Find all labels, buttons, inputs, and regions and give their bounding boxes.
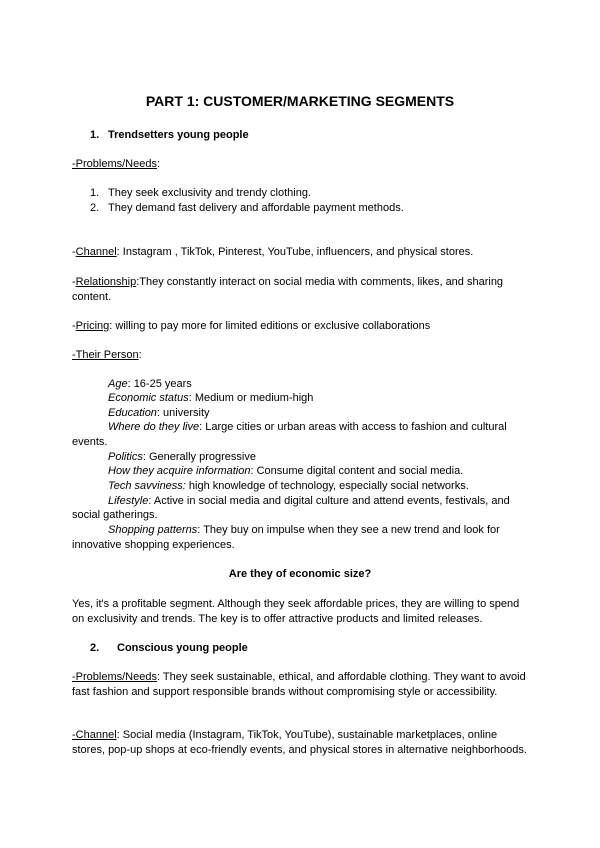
pricing-dash: - <box>72 320 76 332</box>
live-text: : Large cities or urban areas with access to fashion and cultural <box>199 421 507 433</box>
shopping-text: : They buy on impulse when they see a new trend and look for <box>197 524 500 536</box>
problems-colon: : <box>156 158 161 170</box>
s2-channel-paragraph <box>72 728 530 758</box>
info-line <box>108 464 463 479</box>
list-item: They demand fast delivery and affordable payment methods. <box>108 202 404 214</box>
education-line <box>108 406 210 421</box>
politics-label: Politics <box>108 451 143 463</box>
pricing-text: : willing to pay more for limited editions or exclusive collaborations <box>109 320 431 332</box>
politics-text: : Generally progressive <box>142 451 256 463</box>
relationship-label: Relationship <box>75 276 137 288</box>
person-colon: : <box>138 349 142 361</box>
list-item: They seek exclusivity and trendy clothing. <box>108 187 311 199</box>
s2-problems-text: : They seek sustainable, ethical, and affordable clothing. They want to avoid fast fashion and support responsible brands without compromising style or accessibility. <box>72 671 526 698</box>
lifestyle-text: : Active in social media and digital culture and attend events, festivals, and <box>148 495 510 507</box>
channel-text: : Instagram , TikTok, Pinterest, YouTube, influencers, and physical stores. <box>116 246 474 258</box>
econ-status-text: : Medium or medium-high <box>188 392 314 404</box>
lifestyle-line-cont: social gatherings. <box>72 509 158 521</box>
s2-problems-paragraph <box>72 670 530 700</box>
tech-text: high knowledge of technology, especially social networks. <box>185 480 469 492</box>
info-text: : Consume digital content and social media. <box>250 465 464 477</box>
live-line-cont: events. <box>72 436 108 448</box>
econ-status-line <box>108 391 313 406</box>
age-label: Age <box>108 378 128 390</box>
econ-status-label: Economic status <box>108 392 189 404</box>
channel-label: Channel <box>75 246 117 258</box>
lifestyle-label: Lifestyle <box>108 495 149 507</box>
section-1-heading: Trendsetters young people <box>108 129 249 141</box>
person-line <box>72 348 142 363</box>
relationship-paragraph <box>72 275 530 305</box>
econ-size-heading: Are they of economic size? <box>228 568 372 580</box>
list-item-number: 1. <box>90 187 100 199</box>
pricing-label: Pricing <box>75 320 110 332</box>
politics-line <box>108 450 256 465</box>
section-1-number: 1. <box>90 129 100 141</box>
live-label: Where do they live <box>108 421 200 433</box>
age-text: : 16-25 years <box>127 378 192 390</box>
channel-line <box>72 245 473 260</box>
age-line <box>108 377 192 392</box>
problems-line <box>72 157 160 172</box>
tech-label: Tech savviness: <box>108 480 186 492</box>
shopping-line <box>108 523 500 538</box>
person-label: -Their Person <box>72 349 139 361</box>
channel-dash: - <box>72 246 76 258</box>
lifestyle-line <box>108 494 510 509</box>
live-line <box>108 420 507 435</box>
page-title: PART 1: CUSTOMER/MARKETING SEGMENTS <box>145 93 455 109</box>
list-item-number: 2. <box>90 202 100 214</box>
relationship-text: :They constantly interact on social media with comments, likes, and sharing content. <box>72 276 504 303</box>
s2-channel-label: -Channel <box>72 729 117 741</box>
s2-channel-text: : Social media (Instagram, TikTok, YouTube), sustainable marketplaces, online stores, pop-up shops at eco-friendly events, and physical stores in alternative neighborhoods. <box>72 729 527 756</box>
shopping-label: Shopping patterns <box>108 524 198 536</box>
pricing-line <box>72 319 430 334</box>
education-text: : university <box>156 407 210 419</box>
tech-line <box>108 479 469 494</box>
shopping-line-cont: innovative shopping experiences. <box>72 539 235 551</box>
s2-problems-label: -Problems/Needs <box>72 671 157 683</box>
education-label: Education <box>108 407 157 419</box>
section-2-number: 2. <box>90 642 100 654</box>
problems-label: -Problems/Needs <box>72 158 157 170</box>
relationship-dash: - <box>72 276 76 288</box>
econ-size-paragraph: Yes, it's a profitable segment. Although they seek affordable prices, they are willing to spend on exclusivity and trends. The key is to offer attractive products and limited releases. <box>72 598 520 625</box>
section-2-heading: Conscious young people <box>117 642 248 654</box>
info-label: How they acquire information <box>108 465 251 477</box>
